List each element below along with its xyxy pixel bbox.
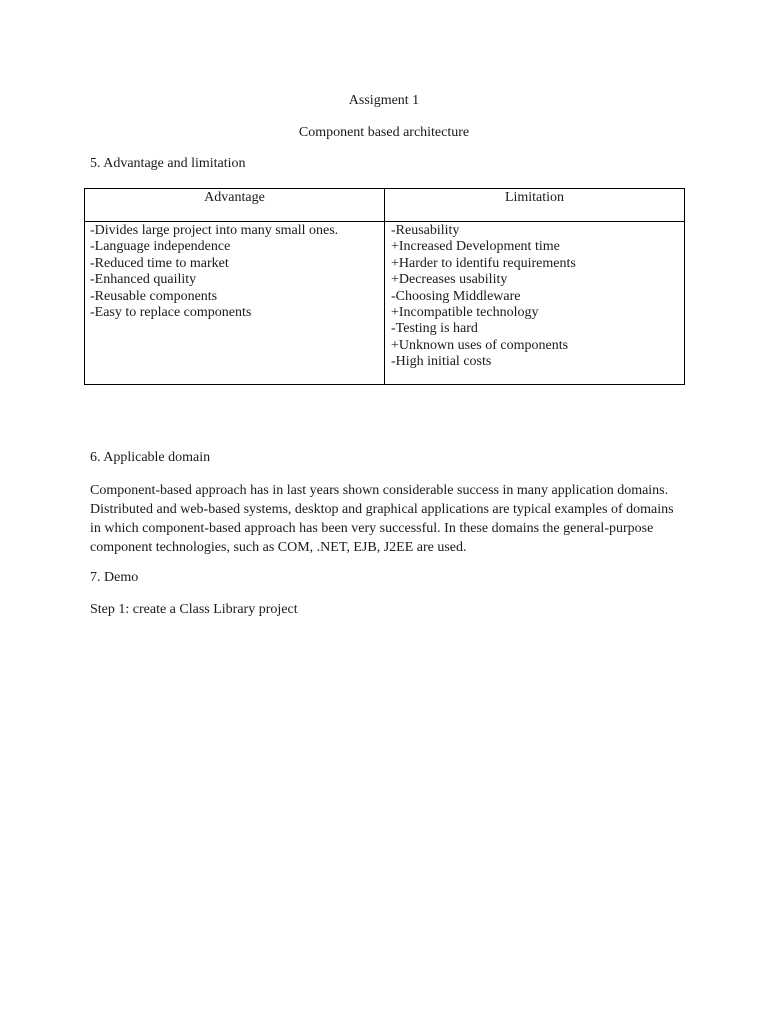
limitation-item: +Decreases usability (391, 272, 508, 288)
paragraph-line: in which component-based approach has been very successful. In these domains the general-purpose (90, 521, 654, 536)
advantage-item: -Easy to replace components (90, 305, 252, 321)
demo-step-1: Step 1: create a Class Library project (90, 602, 298, 617)
table-row-divider (85, 221, 684, 222)
limitation-item: -Choosing Middleware (391, 288, 521, 304)
table-header-limitation: Limitation (504, 190, 565, 205)
advantage-item: -Language independence (90, 239, 231, 255)
limitations-list (391, 223, 576, 371)
advantage-item: -Enhanced quaility (90, 272, 197, 288)
paragraph-line: Distributed and web-based systems, desktop and graphical applications are typical examples of domains (90, 502, 674, 517)
advantage-item: -Reduced time to market (90, 255, 229, 271)
advantage-item: -Divides large project into many small ones. (90, 223, 339, 238)
limitation-item: +Increased Development time (391, 239, 560, 255)
limitation-item: -Testing is hard (391, 321, 478, 337)
limitation-item: -High initial costs (391, 354, 492, 370)
section7-heading: 7. Demo (90, 570, 139, 585)
advantages-list (90, 223, 338, 321)
limitation-item: +Incompatible technology (391, 305, 539, 321)
section6-heading: 6. Applicable domain (90, 450, 211, 465)
assignment-title: Assigment 1 (348, 93, 420, 108)
limitation-item: +Harder to identifu requirements (391, 255, 576, 271)
advantage-item: -Reusable components (90, 288, 218, 304)
applicable-domain-paragraph (90, 481, 690, 557)
limitation-item: -Reusability (391, 223, 460, 238)
advantage-limitation-table (84, 188, 685, 385)
table-column-divider (384, 189, 385, 384)
section5-heading: 5. Advantage and limitation (90, 156, 246, 171)
topic-title: Component based architecture (298, 125, 470, 140)
paragraph-line: component technologies, such as COM, .NET, EJB, J2EE are used. (90, 540, 467, 555)
paragraph-line: Component-based approach has in last years shown considerable success in many application domains. (90, 483, 669, 498)
table-header-advantage: Advantage (204, 190, 265, 205)
limitation-item: +Unknown uses of components (391, 337, 569, 353)
